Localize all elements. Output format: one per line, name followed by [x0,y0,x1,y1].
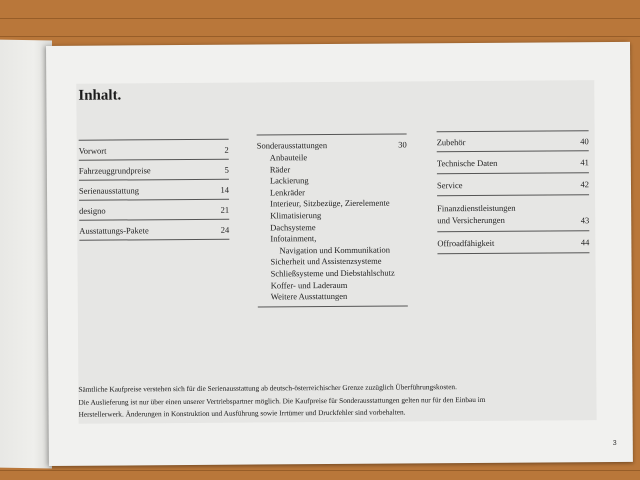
toc-entry[interactable] [79,160,229,181]
toc-entry[interactable] [437,195,589,232]
legal-notice-line: Herstellerwerk. Änderungen in Konstruktion und Ausführung sowie Irrtümer und Druckfehler sind vorbehalten. [78,407,406,419]
legal-notice-line: Die Auslieferung ist nur über einen unserer Vertriebspartner möglich. Die Kaufpreise für Sonderausstattungen gelten nur für den Einbau im [78,394,486,407]
toc-entry[interactable] [79,140,229,161]
toc-entry-label-line: und Versicherungen [437,214,505,226]
toc-entry-label: Serienausstattung [78,185,140,196]
toc-entry[interactable] [79,220,229,241]
toc-subentry[interactable]: Klimatisierung [270,210,322,221]
brochure-page [46,42,633,466]
toc-entry[interactable] [79,200,229,221]
toc-subentry[interactable]: Sicherheit und Assistenzsysteme [270,256,382,267]
toc-entry-label [437,202,516,227]
toc-subentry[interactable]: Koffer- und Laderaum [270,279,348,290]
toc-entry-label: Service [436,180,463,191]
toc-subentry[interactable]: Anbauteile [269,152,308,163]
wood-grain [0,36,640,37]
toc-column-2 [257,133,408,307]
toc-entry[interactable] [437,231,589,254]
toc-column-3 [437,130,590,254]
toc-entry-label: Ausstattungs-Pakete [79,225,149,236]
toc-subentry[interactable]: Dachsysteme [270,221,316,233]
toc-entry-page: 5 [224,164,229,175]
toc-entry[interactable] [79,180,229,201]
toc-subentry[interactable]: Schließsysteme und Diebstahlschutz [270,267,395,279]
toc-entry-page: 40 [580,136,589,147]
toc-subentry[interactable]: Lenkräder [269,186,305,198]
wood-grain [0,470,640,471]
toc-entry-label: Technische Daten [436,157,498,169]
toc-subentry[interactable]: Lackierung [269,175,309,186]
toc-entry-page: 2 [224,144,229,155]
toc-subentry[interactable]: Infotainment, [270,233,317,244]
toc-entry[interactable] [437,173,589,196]
toc-entry[interactable] [437,151,589,174]
facing-page [0,39,52,468]
toc-entry-label: Vorwort [78,145,107,156]
legal-notice [78,380,598,421]
toc-subentry[interactable]: Räder [269,163,291,175]
toc-entry-label-line: Finanzdienstleistungen [437,202,516,214]
toc-entry-page: 24 [220,224,230,235]
toc-entry[interactable] [437,131,589,152]
toc-column-1 [79,139,230,241]
toc-subentry[interactable]: Navigation und Kommunikation [279,244,390,256]
toc-entry-page: 21 [220,204,230,215]
toc-entry-label: Zubehör [436,137,466,148]
toc-entry-label: Fahrzeuggrundpreise [78,165,151,176]
toc-entry-page: 44 [580,237,590,248]
toc-entry-page: 30 [398,139,407,150]
toc-entry-label: Sonderausstattungen [256,140,328,151]
toc-entry-page: 14 [220,184,230,195]
toc-entry-label: Offroadfähigkeit [437,237,495,249]
toc-entry-page: 42 [580,179,590,190]
page-number: 3 [612,440,617,448]
toc-entry-page: 43 [580,215,590,226]
toc-subentry[interactable]: Interieur, Sitzbezüge, Zierelemente [270,197,390,209]
legal-notice-line: Sämtliche Kaufpreise verstehen sich für die Serienausstattung ab deutsch-österreichischer Grenze zuzüglich Überführungskosten. [78,382,457,394]
toc-entry[interactable] [257,134,407,152]
wood-grain [0,18,640,19]
toc-entry-label: designo [79,205,106,216]
toc-subentry[interactable]: Weitere Ausstattungen [270,291,348,302]
page-title: Inhalt. [78,87,122,104]
toc-entry-page: 41 [580,157,589,168]
